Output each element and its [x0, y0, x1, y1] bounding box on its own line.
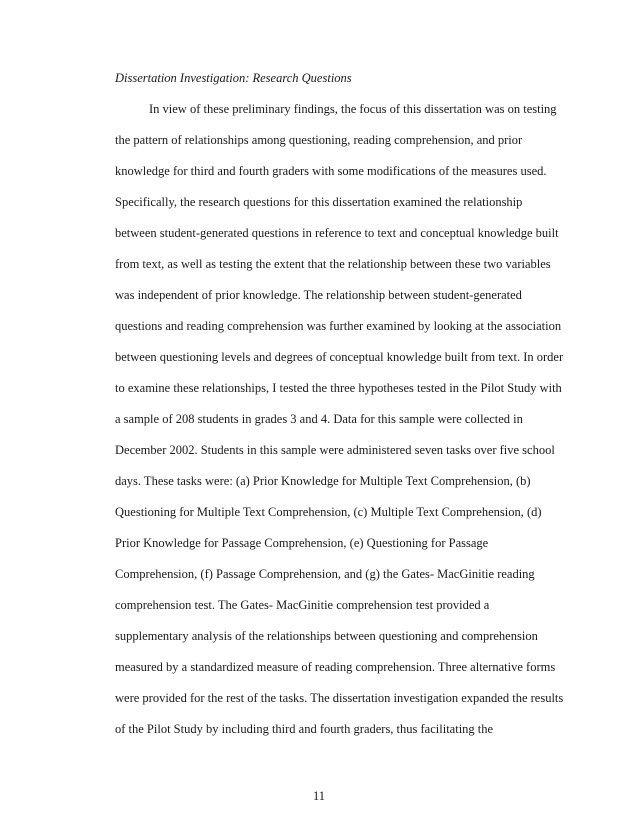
paragraph-line: comprehension test. The Gates- MacGinitie comprehension test provided a	[115, 598, 490, 612]
paragraph-line: Questioning for Multiple Text Comprehension, (c) Multiple Text Comprehension, (d)	[115, 505, 542, 519]
page-number: 11	[312, 789, 326, 803]
paragraph-line: from text, as well as testing the extent that the relationship between these two variables	[115, 257, 551, 271]
paragraph-line: Comprehension, (f) Passage Comprehension, and (g) the Gates- MacGinitie reading	[115, 567, 535, 581]
paragraph-line: between questioning levels and degrees of conceptual knowledge built from text. In order	[115, 350, 564, 364]
paragraph-line: December 2002. Students in this sample were administered seven tasks over five school	[115, 443, 555, 457]
paragraph-line: days. These tasks were: (a) Prior Knowledge for Multiple Text Comprehension, (b)	[115, 474, 531, 488]
paragraph-line: between student-generated questions in reference to text and conceptual knowledge built	[115, 226, 559, 240]
paragraph-line: a sample of 208 students in grades 3 and 4. Data for this sample were collected in	[115, 412, 523, 426]
paragraph-line: were provided for the rest of the tasks. The dissertation investigation expanded the results	[115, 691, 564, 705]
paragraph-line: questions and reading comprehension was further examined by looking at the association	[115, 319, 562, 333]
paragraph-line: measured by a standardized measure of reading comprehension. Three alternative forms	[115, 660, 556, 674]
paragraph-line: In view of these preliminary findings, the focus of this dissertation was on testing	[149, 102, 557, 116]
paragraph-line: supplementary analysis of the relationships between questioning and comprehension	[115, 629, 538, 643]
paragraph-line: was independent of prior knowledge. The relationship between student-generated	[115, 288, 522, 302]
paragraph-line: Specifically, the research questions for this dissertation examined the relationship	[115, 195, 523, 209]
paragraph-line: the pattern of relationships among questioning, reading comprehension, and prior	[115, 133, 523, 147]
section-heading: Dissertation Investigation: Research Questions	[115, 71, 352, 85]
paragraph-line: of the Pilot Study by including third and fourth graders, thus facilitating the	[115, 722, 494, 736]
paragraph-line: to examine these relationships, I tested the three hypotheses tested in the Pilot Study with	[115, 381, 562, 395]
paragraph-line: Prior Knowledge for Passage Comprehension, (e) Questioning for Passage	[115, 536, 489, 550]
paragraph-line: knowledge for third and fourth graders with some modifications of the measures used.	[115, 164, 547, 178]
